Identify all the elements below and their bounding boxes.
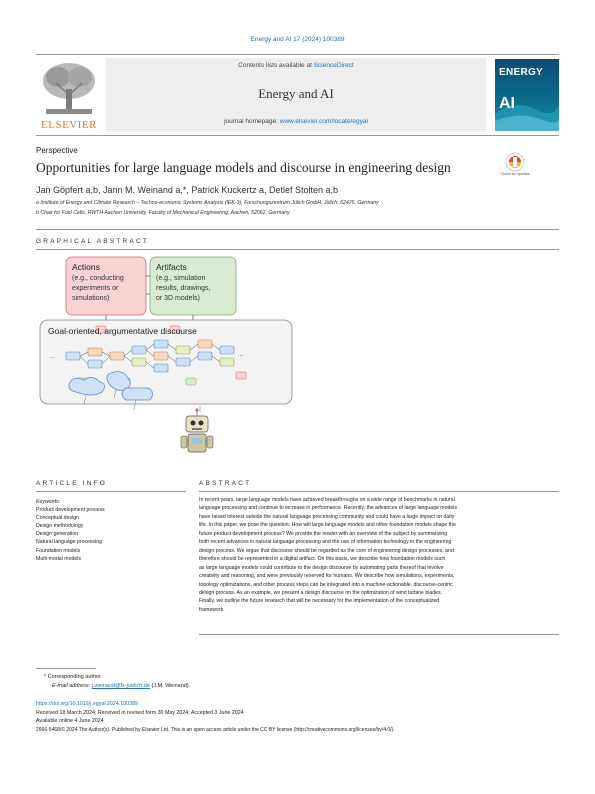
- authors: Jan Göpfert a,b, Jann M. Weinand a,*, Patrick Kuckertz a, Detlef Stolten a,b: [36, 185, 338, 195]
- available-online: Available online 4 June 2024: [36, 718, 104, 724]
- keywords-label: Keywords:: [36, 499, 61, 505]
- divider: [199, 491, 559, 492]
- abstract-line: therefore should be represented in a digital artifact. On this basis, we describe how foundation models such: [199, 556, 446, 563]
- abstract-line: both recent advances in natural language processing and the use of information technology in the engineering: [199, 539, 452, 546]
- abstract-heading: ABSTRACT: [199, 480, 252, 487]
- abstract-line: topology optimizations, and other process steps can be integrated into a machine-actionable, discourse-centric: [199, 581, 453, 588]
- abstract-line: as large language models could contribute to the design discourse by automating parts thereof that involve: [199, 564, 444, 571]
- homepage-line: [106, 118, 486, 125]
- journal-header: [36, 54, 559, 136]
- abstract-line: have raised interest outside the natural language processing community and could have a large impact on daily: [199, 513, 455, 520]
- journal-cover[interactable]: [495, 59, 559, 131]
- received-dates: Received 18 March 2024; Received in revised form 30 May 2024; Accepted 3 June 2024: [36, 709, 244, 716]
- keyword: Foundation models: [36, 547, 81, 554]
- abstract-line: design process. As an example, we present a design discourse on the optimization of wind turbine blades.: [199, 589, 443, 596]
- article-type: Perspective: [36, 146, 78, 155]
- email-suffix: (J.M. Weinand).: [151, 683, 191, 689]
- artifacts-title: Artifacts: [156, 262, 187, 272]
- keywords-list: [36, 498, 105, 563]
- email-link[interactable]: j.weinand@fz-juelich.de: [91, 683, 150, 689]
- contents-prefix: Contents lists available at: [238, 62, 312, 69]
- cover-title-ai: AI: [499, 95, 515, 112]
- crossmark-label: Check for updates: [500, 172, 530, 176]
- divider: [199, 634, 559, 635]
- affiliation-b: b Chair for Fuel Cells, RWTH Aachen University, Faculty of Mechanical Engineering, Aachen, 52062, Germany: [36, 210, 290, 216]
- abstract-line: language processing and continue to increase in performance. Recently, the advances of large language models: [199, 505, 458, 512]
- abstract-body: [199, 496, 559, 614]
- doi-link[interactable]: https://doi.org/10.1016/j.egyai.2024.100389: [36, 701, 138, 707]
- actions-line-3: simulations): [72, 295, 110, 302]
- email-line: [52, 683, 190, 689]
- article-title: Opportunities for large language models and discourse in engineering design: [36, 160, 451, 175]
- email-label: E-mail address:: [52, 683, 91, 689]
- abstract-line: future product development process? We provide the reader with an overview of the subject by summarizing: [199, 530, 448, 537]
- svg-text:...: ...: [50, 354, 56, 360]
- publisher-name: ELSEVIER: [41, 119, 97, 131]
- actions-title: Actions: [72, 262, 100, 272]
- keyword: Natural language processing: [36, 539, 103, 546]
- article-info-heading: ARTICLE INFO: [36, 480, 108, 487]
- divider: [36, 491, 186, 492]
- artifacts-line-2: results, drawings,: [156, 285, 211, 292]
- tree-logo-icon: [38, 59, 100, 119]
- artifacts-line-1: (e.g., simulation: [156, 275, 206, 282]
- abstract-line: In recent years, large language models have achieved breakthroughs on a wide range of benchmarks in natural: [199, 497, 455, 503]
- abstract-line: framework.: [199, 606, 225, 613]
- keyword: Design methodology: [36, 523, 84, 530]
- crossmark-badge[interactable]: [500, 150, 530, 180]
- license-line: 2666-5468/© 2024 The Author(s). Published by Elsevier Ltd. This is an open access article under the CC BY license (http://creativecommons.org/licenses/by/4.0/).: [36, 726, 395, 733]
- discourse-title: Goal-oriented, argumentative discourse: [48, 326, 197, 336]
- divider: [36, 229, 559, 230]
- svg-text:...: ...: [238, 352, 244, 358]
- divider: [36, 249, 559, 250]
- keyword: Multi-modal models: [36, 555, 81, 562]
- artifacts-line-3: or 3D models): [156, 295, 200, 302]
- graphical-abstract-figure[interactable]: [36, 254, 296, 462]
- abstract-line: life. In this paper, we pose the question: How will large language models and other foundation models shape the: [199, 522, 456, 529]
- sciencedirect-link[interactable]: ScienceDirect: [313, 62, 354, 69]
- footer-info: [36, 700, 395, 734]
- abstract-line: design process. We argue that discourse should be regarded as the core of engineering design processes, and: [199, 547, 454, 554]
- cover-title-energy: ENERGY: [499, 67, 544, 78]
- actions-line-2: experiments or: [72, 285, 119, 292]
- abstract-line: creativity and reasoning, and were previously reserved for humans. We describe how simulations, experiments,: [199, 573, 455, 580]
- journal-info-band: [106, 58, 486, 132]
- corresponding-note: * Corresponding author.: [44, 674, 103, 680]
- elsevier-logo: [38, 59, 100, 131]
- graphical-abstract-heading: GRAPHICAL ABSTRACT: [36, 238, 150, 245]
- keyword: Design generation: [36, 531, 79, 538]
- journal-citation[interactable]: Energy and AI 17 (2024) 100389: [250, 36, 345, 43]
- keyword: Product development process: [36, 507, 105, 514]
- homepage-link[interactable]: www.elsevier.com/locate/egyai: [279, 118, 368, 125]
- contents-line: [106, 62, 486, 69]
- actions-line-1: (e.g., conducting: [72, 275, 124, 282]
- footnote-rule: [36, 668, 96, 669]
- abstract-line: Finally, we outline the future research that will be necessary for the implementation of the conceptualized: [199, 598, 440, 605]
- homepage-prefix: journal homepage:: [224, 118, 278, 125]
- journal-name: Energy and AI: [258, 86, 334, 101]
- keyword: Conceptual design: [36, 515, 79, 522]
- affiliation-a: a Institute of Energy and Climate Research – Techno-economic Systems Analysis (IEK-3), Forschungszentrum Jülich GmbH, Jülich, 52425, Germany: [36, 200, 379, 206]
